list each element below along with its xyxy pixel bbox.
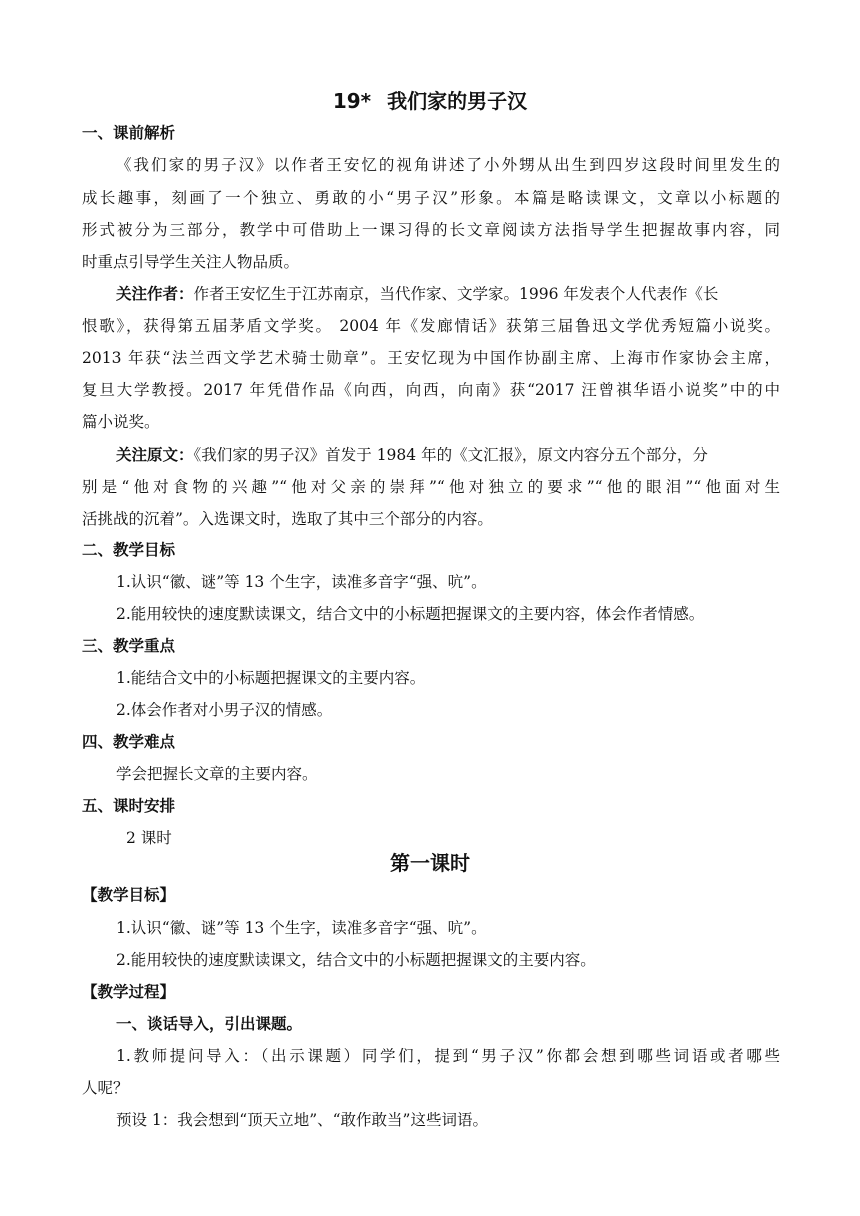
author-line-4: 复旦大学教授。2017 年凭借作品《向西，向西，向南》获“2017 汪曾祺华语小说奖”中的中 (82, 381, 780, 399)
intro-line-4: 时重点引导学生关注人物品质。 (82, 253, 300, 271)
original-line-1: 关注原文：《我们家的男子汉》首发于 1984 年的《文汇报》，原文内容分五个部分，分 (116, 446, 708, 464)
lesson1-goals-heading: 【教学目标】 (82, 886, 176, 904)
intro-line-2: 成长趣事，刻画了一个独立、勇敢的小“男子汉”形象。本篇是略读课文，文章以小标题的 (82, 189, 780, 207)
original-line-3: 活挑战的沉着”。入选课文时，选取了其中三个部分的内容。 (82, 510, 493, 528)
focus-item-1: 1.能结合文中的小标题把握课文的主要内容。 (116, 669, 426, 687)
section-heading-analysis: 一、课前解析 (82, 124, 176, 142)
goal-item-2: 2.能用较快的速度默读课文，结合文中的小标题把握课文的主要内容，体会作者情感。 (116, 605, 705, 623)
section-heading-goals: 二、教学目标 (82, 541, 176, 559)
lesson1-title: 第一课时 (390, 851, 470, 875)
goal-item-1: 1.认识“徽、谜”等 13 个生字，读准多音字“强、吭”。 (116, 573, 487, 591)
intro-line-3: 形式被分为三部分，教学中可借助上一课习得的长文章阅读方法指导学生把握故事内容，同 (82, 221, 780, 239)
lesson1-goal-item-1: 1.认识“徽、谜”等 13 个生字，读准多音字“强、吭”。 (116, 919, 487, 937)
lesson1-process-heading: 【教学过程】 (82, 983, 176, 1001)
section-heading-focus: 三、教学重点 (82, 637, 176, 655)
section-heading-schedule: 五、课时安排 (82, 797, 176, 815)
author-line-3: 2013 年获“法兰西文学艺术骑士勋章”。王安忆现为中国作协副主席、上海市作家协会主席， (82, 349, 780, 367)
intro-line-1: 《我们家的男子汉》以作者王安忆的视角讲述了小外甥从出生到四岁这段时间里发生的 (116, 156, 780, 174)
author-line-5: 篇小说奖。 (82, 413, 160, 431)
author-label: 关注作者： (116, 285, 194, 303)
preset-answer-1: 预设 1：我会想到“顶天立地”、“敢作敢当”这些词语。 (116, 1111, 488, 1129)
original-line-2: 别是“他对食物的兴趣”“他对父亲的崇拜”“他对独立的要求”“他的眼泪”“他面对生 (82, 478, 780, 496)
author-line-1: 关注作者：作者王安忆生于江苏南京，当代作家、文学家。1996 年发表个人代表作《长 (116, 285, 719, 303)
lesson-title: 我们家的男子汉 (387, 89, 528, 113)
page-title (0, 86, 860, 116)
author-line-2: 恨歌》，获得第五届茅盾文学奖。 2004 年《发廊情话》获第三届鲁迅文学优秀短篇小说奖。 (82, 317, 780, 335)
lesson1-goal-item-2: 2.能用较快的速度默读课文，结合文中的小标题把握课文的主要内容。 (116, 951, 596, 969)
difficulty-item-1: 学会把握长文章的主要内容。 (116, 765, 318, 783)
schedule-text: 2 课时 (126, 829, 172, 847)
section-heading-difficulty: 四、教学难点 (82, 733, 176, 751)
lesson-number: 19* (332, 89, 372, 113)
question-1-line-2: 人呢？ (82, 1079, 129, 1097)
lesson1-step-1: 一、谈话导入，引出课题。 (116, 1015, 303, 1033)
original-label: 关注原文： (116, 446, 194, 464)
question-1-line-1: 1.教师提问导入：（出示课题）同学们，提到“男子汉”你都会想到哪些词语或者哪些 (116, 1047, 780, 1065)
focus-item-2: 2.体会作者对小男子汉的情感。 (116, 701, 333, 719)
